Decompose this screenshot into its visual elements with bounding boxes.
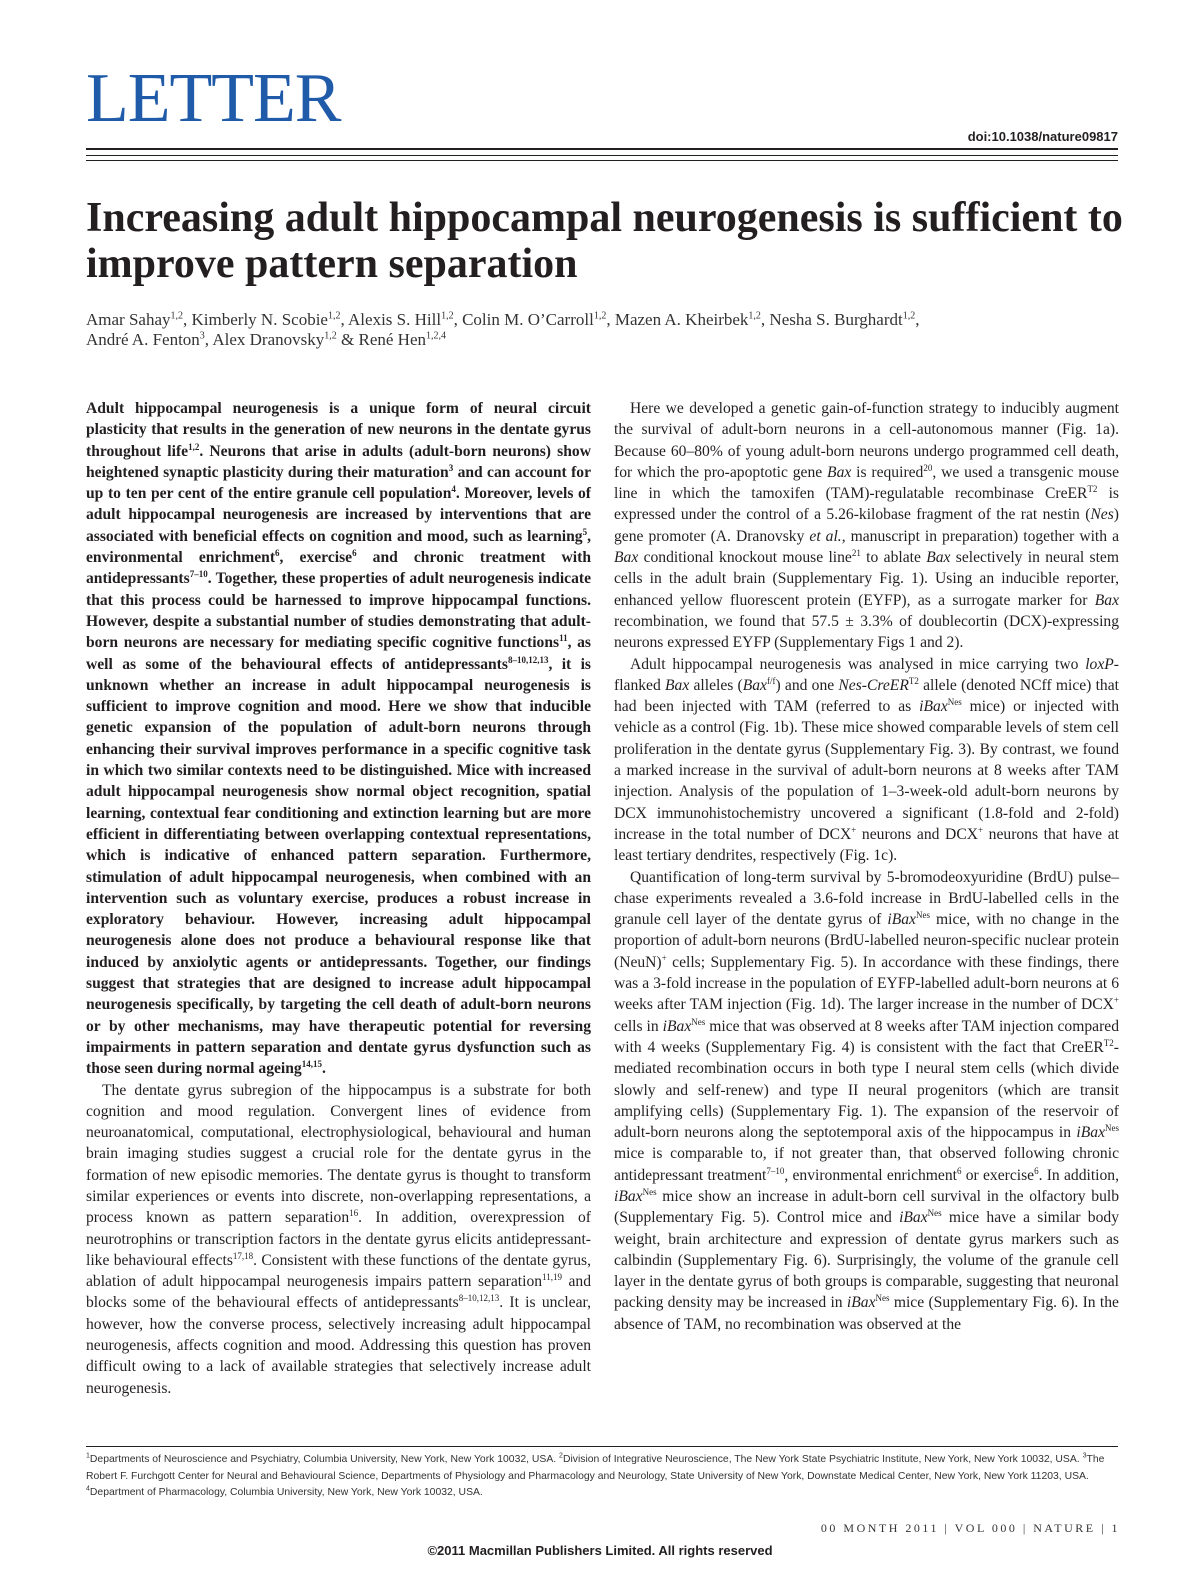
text-run: . In addition, overexpression of neurotrophins or transcription factors in the dentate gyrus elicits antidepressant-like behavioural effects xyxy=(86,1209,591,1269)
author-name: Mazen A. Kheirbek xyxy=(614,310,749,329)
text-run: ) gene promoter (A. Dranovsky xyxy=(614,506,1119,545)
text-run: . Neurons that arise in adults (adult-born neurons) show heightened synaptic plasticity during their maturation xyxy=(86,442,591,481)
italic-term: Bax xyxy=(742,676,767,694)
text-run: Quantification of long-term survival by 5-bromodeoxyuridine (BrdU) pulse–chase experiments revealed a 3.6-fold increase in BrdU-labelled cells in the granule cell layer of the dentate gyrus of xyxy=(614,868,1119,929)
text-run: mice (Supplementary Fig. 6). In the absence of TAM, no recombination was observed at the xyxy=(614,1294,1119,1333)
citation-sup: 17,18 xyxy=(232,1250,254,1261)
citation-sup: Nes xyxy=(947,696,962,707)
intro-paragraph xyxy=(86,1080,591,1399)
citation-sup: 7–10 xyxy=(766,1165,785,1176)
author-name: Nesha S. Burghardt xyxy=(769,310,903,329)
footnote-number: 3 xyxy=(1082,1452,1087,1460)
citation-sup: 5 xyxy=(582,526,588,537)
citation-sup: 21 xyxy=(851,547,861,558)
citation-sup: + xyxy=(1113,995,1119,1006)
citation-sup: 8–10,12,13 xyxy=(507,654,549,665)
text-run: Adult hippocampal neurogenesis was analysed in mice carrying two xyxy=(630,655,1086,673)
doi-link[interactable]: doi:10.1038/nature09817 xyxy=(967,129,1118,144)
text-run: allele (denoted NCff mice) that had been injected with TAM (referred to as xyxy=(614,676,1119,716)
author-name: Alex Dranovsky xyxy=(212,330,325,349)
text-run: ) and one xyxy=(775,676,839,694)
italic-term: Bax xyxy=(614,549,639,567)
author-name: Kimberly N. Scobie xyxy=(191,310,328,329)
text-run: is required xyxy=(851,463,924,481)
citation-sup: 3 xyxy=(448,462,454,473)
text-run: , manuscript in preparation) together with a xyxy=(841,527,1119,545)
author-name: André A. Fenton xyxy=(86,330,200,349)
text-run: or exercise xyxy=(961,1166,1035,1184)
header-rule-bottom xyxy=(86,160,1118,161)
body-paragraph-1 xyxy=(614,398,1119,654)
text-run: cells; Supplementary Fig. 5). In accordance with these findings, there was a 3-fold increase in the population of EYFP-labelled adult-born neurons at 6 weeks after TAM injection (Fig. 1d). The larger increase in the number of DCX xyxy=(614,953,1119,1014)
italic-term: Bax xyxy=(926,549,951,567)
italic-term: Bax xyxy=(665,676,690,694)
citation-sup: T2 xyxy=(908,675,919,686)
italic-term: iBax xyxy=(1076,1124,1105,1142)
text-run: conditional knockout mouse line xyxy=(638,549,852,567)
text-run: and can account for up to ten per cent of the entire granule cell population xyxy=(86,463,591,503)
section-label: LETTER xyxy=(86,60,341,137)
author-affiliation: 1,2 xyxy=(593,310,607,322)
citation-sup: 1,2 xyxy=(188,441,200,452)
citation-sup: 6 xyxy=(275,547,280,558)
citation-sup: 16 xyxy=(349,1208,359,1219)
footnote-text: Department of Pharmacology, Columbia University, New York, New York 10032, USA. xyxy=(89,1487,483,1498)
citation-sup: + xyxy=(977,824,984,835)
author-separator: , xyxy=(606,310,615,329)
text-run: Adult hippocampal neurogenesis is a unique form of neural circuit plasticity that results in the generation of new neurons in the dentate gyrus throughout life xyxy=(86,400,591,460)
citation-sup: 7–10 xyxy=(189,569,208,580)
author-affiliation: 3 xyxy=(199,330,205,342)
author-separator: , xyxy=(183,310,192,329)
citation-sup: Nes xyxy=(691,1016,706,1027)
italic-term: iBax xyxy=(662,1017,692,1035)
text-run: . xyxy=(321,1060,326,1078)
citation-sup: 4 xyxy=(451,484,456,494)
italic-term: Nes xyxy=(1090,506,1114,524)
citation-sup: 11 xyxy=(559,633,568,644)
body-paragraph-3 xyxy=(614,867,1119,1336)
text-run: The dentate gyrus subregion of the hippocampus is a substrate for both cognition and mood regulation. Convergent lines of evidence from neuroanatomical, computational, electrophysiological, behavioural and human brain imaging studies suggest a crucial role for the dentate gyrus in the formation of new episodic memories. The dentate gyrus is thought to transform similar experiences or events into discrete, non-overlapping representations, a process known as pattern separation xyxy=(86,1081,591,1227)
author-affiliation: 1,2 xyxy=(327,310,341,322)
text-run: . Consistent with these functions of the dentate gyrus, ablation of adult hippocampal neurogenesis impairs pattern separation xyxy=(86,1251,591,1291)
author-separator: , xyxy=(915,310,920,329)
italic-term: iBax xyxy=(887,911,916,929)
italic-term: Nes-CreER xyxy=(838,676,909,694)
citation-sup: 6 xyxy=(352,547,357,558)
author-name: Alexis S. Hill xyxy=(348,310,442,329)
author-list xyxy=(86,310,1126,350)
text-run: mice, with no change in the proportion of adult-born neurons (BrdU-labelled neuron-specific nuclear protein (NeuN) xyxy=(614,911,1120,971)
header-rule-middle xyxy=(86,155,1118,156)
footnote-number: 1 xyxy=(86,1452,90,1460)
header-rule-top xyxy=(86,148,1118,150)
text-run: to ablate xyxy=(860,549,927,567)
italic-term: iBax xyxy=(919,698,948,716)
text-run: mice is comparable to, if not greater than, that observed following chronic antidepressant treatment xyxy=(614,1145,1119,1184)
citation-sup: 11,19 xyxy=(542,1271,562,1282)
citation-sup: Nes xyxy=(1105,1122,1119,1133)
citation-sup: Nes xyxy=(875,1293,890,1304)
text-run: neurons that have at least tertiary dendrites, respectively (Fig. 1c). xyxy=(614,825,1119,865)
citation-sup: 6 xyxy=(1034,1165,1039,1176)
italic-term: Bax xyxy=(827,463,852,481)
abstract-paragraph xyxy=(86,398,591,1080)
footnote-text: The Robert F. Furchgott Center for Neural and Behavioural Science, Departments of Physiology and Pharmacology and Neurology, State University of New York, Downstate Medical Center, New York, New York 11203, USA. xyxy=(86,1454,1105,1482)
footnote-number: 2 xyxy=(559,1452,563,1460)
text-run: mice that was observed at 8 weeks after TAM injection compared with 4 weeks (Supplementary Fig. 4) is consistent with the fact that CreER xyxy=(614,1017,1119,1056)
citation-sup: f/f xyxy=(766,675,776,686)
author-affiliation: 1,2 xyxy=(441,310,454,322)
italic-term: Bax xyxy=(1094,591,1119,609)
text-run: . In addition, xyxy=(1038,1166,1119,1184)
body-paragraph-2 xyxy=(614,654,1119,867)
citation-sup: Nes xyxy=(915,909,930,920)
text-run: Here we developed a genetic gain-of-function strategy to inducibly augment the survival of adult-born neurons in a cell-autonomous manner (Fig. 1a). Because 60–80% of young adult-born neurons undergo programmed cell death, for which the pro-apoptotic gene xyxy=(614,400,1119,481)
text-run: . Moreover, levels of adult hippocampal neurogenesis are increased by interventions that are associated with beneficial effects on cognition and mood, such as learning xyxy=(86,485,592,545)
text-run: mice have a similar body weight, brain architecture and expression of dentate gyrus markers such as calbindin (Supplementary Fig. 6). Surprisingly, the volume of the granule cell layer in the dentate gyrus of both groups is comparable, suggesting that neuronal packing density may be increased in xyxy=(614,1209,1119,1312)
text-run: cells in xyxy=(614,1017,663,1035)
text-run: , environmental enrichment xyxy=(86,527,591,567)
citation-sup: 20 xyxy=(923,462,933,473)
citation-sup: 14,15 xyxy=(301,1059,322,1070)
affiliations-footnote xyxy=(86,1452,1121,1502)
author-name: Amar Sahay xyxy=(86,310,171,329)
right-column xyxy=(614,398,1119,1335)
italic-term: iBax xyxy=(846,1294,876,1312)
author-separator: , xyxy=(453,310,463,329)
article-title: Increasing adult hippocampal neurogenesis is sufficient to improve pattern separation xyxy=(86,195,1123,287)
text-run: mice) or injected with vehicle as a control (Fig. 1b). These mice showed comparable levels of stem cell proliferation in the dentate gyrus (Supplementary Fig. 3). By contrast, we found a marked increase in the survival of adult-born neurons at 8 weeks after TAM injection. Analysis of the population of 1–3-week-old adult-born neurons by DCX immunohistochemistry uncovered a significant (1.8-fold and 2-fold) increase in the total number of DCX xyxy=(614,698,1119,843)
citation-sup: T2 xyxy=(1087,484,1098,494)
text-run: , we used a transgenic mouse line in which the tamoxifen (TAM)-regulatable recombinase CreER xyxy=(614,463,1119,503)
text-run: -flanked xyxy=(614,655,1119,694)
left-column xyxy=(86,398,591,1399)
citation-sup: Nes xyxy=(927,1208,942,1219)
author-affiliation: 1,2 xyxy=(748,310,761,322)
text-run: neurons and DCX xyxy=(856,825,978,843)
author-separator: & xyxy=(336,330,359,349)
citation-sup: + xyxy=(851,824,857,835)
text-run: and chronic treatment with antidepressants xyxy=(86,549,591,588)
text-run: , environmental enrichment xyxy=(784,1166,957,1184)
author-name: Colin M. O’Carroll xyxy=(462,310,594,329)
text-run: and blocks some of the behavioural effects of antidepressants xyxy=(86,1273,591,1312)
page-footer-info: 00 MONTH 2011 | VOL 000 | NATURE | 1 xyxy=(820,1521,1120,1535)
copyright-notice: ©2011 Macmillan Publishers Limited. All rights reserved xyxy=(427,1543,773,1558)
text-run: is expressed under the control of a 5.26-kilobase fragment of the rat nestin ( xyxy=(614,485,1119,524)
author-separator: , xyxy=(340,310,349,329)
author-affiliation: 1,2 xyxy=(170,310,184,322)
author-affiliation: 1,2 xyxy=(902,310,916,322)
citation-sup: Nes xyxy=(642,1186,657,1197)
italic-term: et al. xyxy=(809,527,842,545)
footnote-text: Division of Integrative Neuroscience, The New York State Psychiatric Institute, New York, New York 10032, USA. xyxy=(562,1454,1083,1465)
footnote-rule xyxy=(86,1446,1118,1447)
author-separator: , xyxy=(204,330,213,349)
author-affiliation: 1,2,4 xyxy=(426,330,447,342)
footnote-text: Departments of Neuroscience and Psychiatry, Columbia University, New York, New York 10032, USA. xyxy=(89,1454,560,1465)
text-run: , exercise xyxy=(279,549,353,567)
text-run: , it is unknown whether an increase in adult hippocampal neurogenesis is sufficient to improve cognition and mood. Here we show that inducible genetic expansion of the population of adult-born neurons through enhancing their survival improves performance in a specific cognitive task in which two similar contexts need to be distinguished. Mice with increased adult hippocampal neurogenesis show normal object recognition, spatial learning, contextual fear conditioning and extinction learning but are more efficient in differentiating between overlapping contextual representations, which is indicative of enhanced pattern separation. Furthermore, stimulation of adult hippocampal neurogenesis, when combined with an intervention such as voluntary exercise, produces a robust increase in exploratory behaviour. However, increasing adult hippocampal neurogenesis alone does not produce a behavioural response like that induced by anxiolytic agents or antidepressants. Together, our findings suggest that strategies that are designed to increase adult hippocampal neurogenesis specifically, by targeting the cell death of adult-born neurons or by other mechanisms, may have therapeutic potential for reversing impairments in pattern separation and dentate gyrus dysfunction such as those seen during normal ageing xyxy=(86,655,591,1078)
citation-sup: 6 xyxy=(956,1165,962,1176)
text-run: selectively in neural stem cells in the adult brain (Supplementary Fig. 1). Using an inducible reporter, enhanced yellow fluorescent protein (EYFP), as a surrogate marker for xyxy=(614,549,1119,609)
text-run: . It is unclear, however, how the converse process, selectively increasing adult hippocampal neurogenesis, affects cognition and mood. Addressing this question has proven difficult owing to a lack of available strategies that selectively increase adult neurogenesis. xyxy=(86,1294,591,1397)
citation-sup: + xyxy=(661,952,667,963)
text-run: alleles ( xyxy=(689,676,743,694)
citation-sup: 8–10,12,13 xyxy=(458,1293,500,1304)
text-run: mice show an increase in adult-born cell survival in the olfactory bulb (Supplementary Fig. 5). Control mice and xyxy=(614,1187,1119,1227)
italic-term: loxP xyxy=(1085,655,1114,673)
author-affiliation: 1,2 xyxy=(324,330,337,342)
citation-sup: T2 xyxy=(1103,1037,1114,1048)
italic-term: iBax xyxy=(614,1187,643,1205)
text-run: recombination, we found that 57.5 ± 3.3% of doublecortin (DCX)-expressing neurons expressed EYFP (Supplementary Figs 1 and 2). xyxy=(614,612,1119,652)
text-run: -mediated recombination occurs in both type I neural stem cells (which divide slowly and self-renew) and type II neural progenitors (which are transit amplifying cells) (Supplementary Fig. 1). The expansion of the reservoir of adult-born neurons along the septotemporal axis of the hippocampus in xyxy=(614,1038,1119,1142)
italic-term: iBax xyxy=(899,1209,928,1227)
author-name: René Hen xyxy=(358,330,427,349)
text-run: , as well as some of the behavioural effects of antidepressants xyxy=(86,634,591,673)
text-run: . Together, these properties of adult neurogenesis indicate that this process could be harnessed to improve hippocampal functions. However, despite a substantial number of studies demonstrating that adult-born neurons are necessary for mediating specific cognitive functions xyxy=(86,570,591,652)
footnote-number: 4 xyxy=(86,1485,90,1493)
author-separator: , xyxy=(760,310,770,329)
